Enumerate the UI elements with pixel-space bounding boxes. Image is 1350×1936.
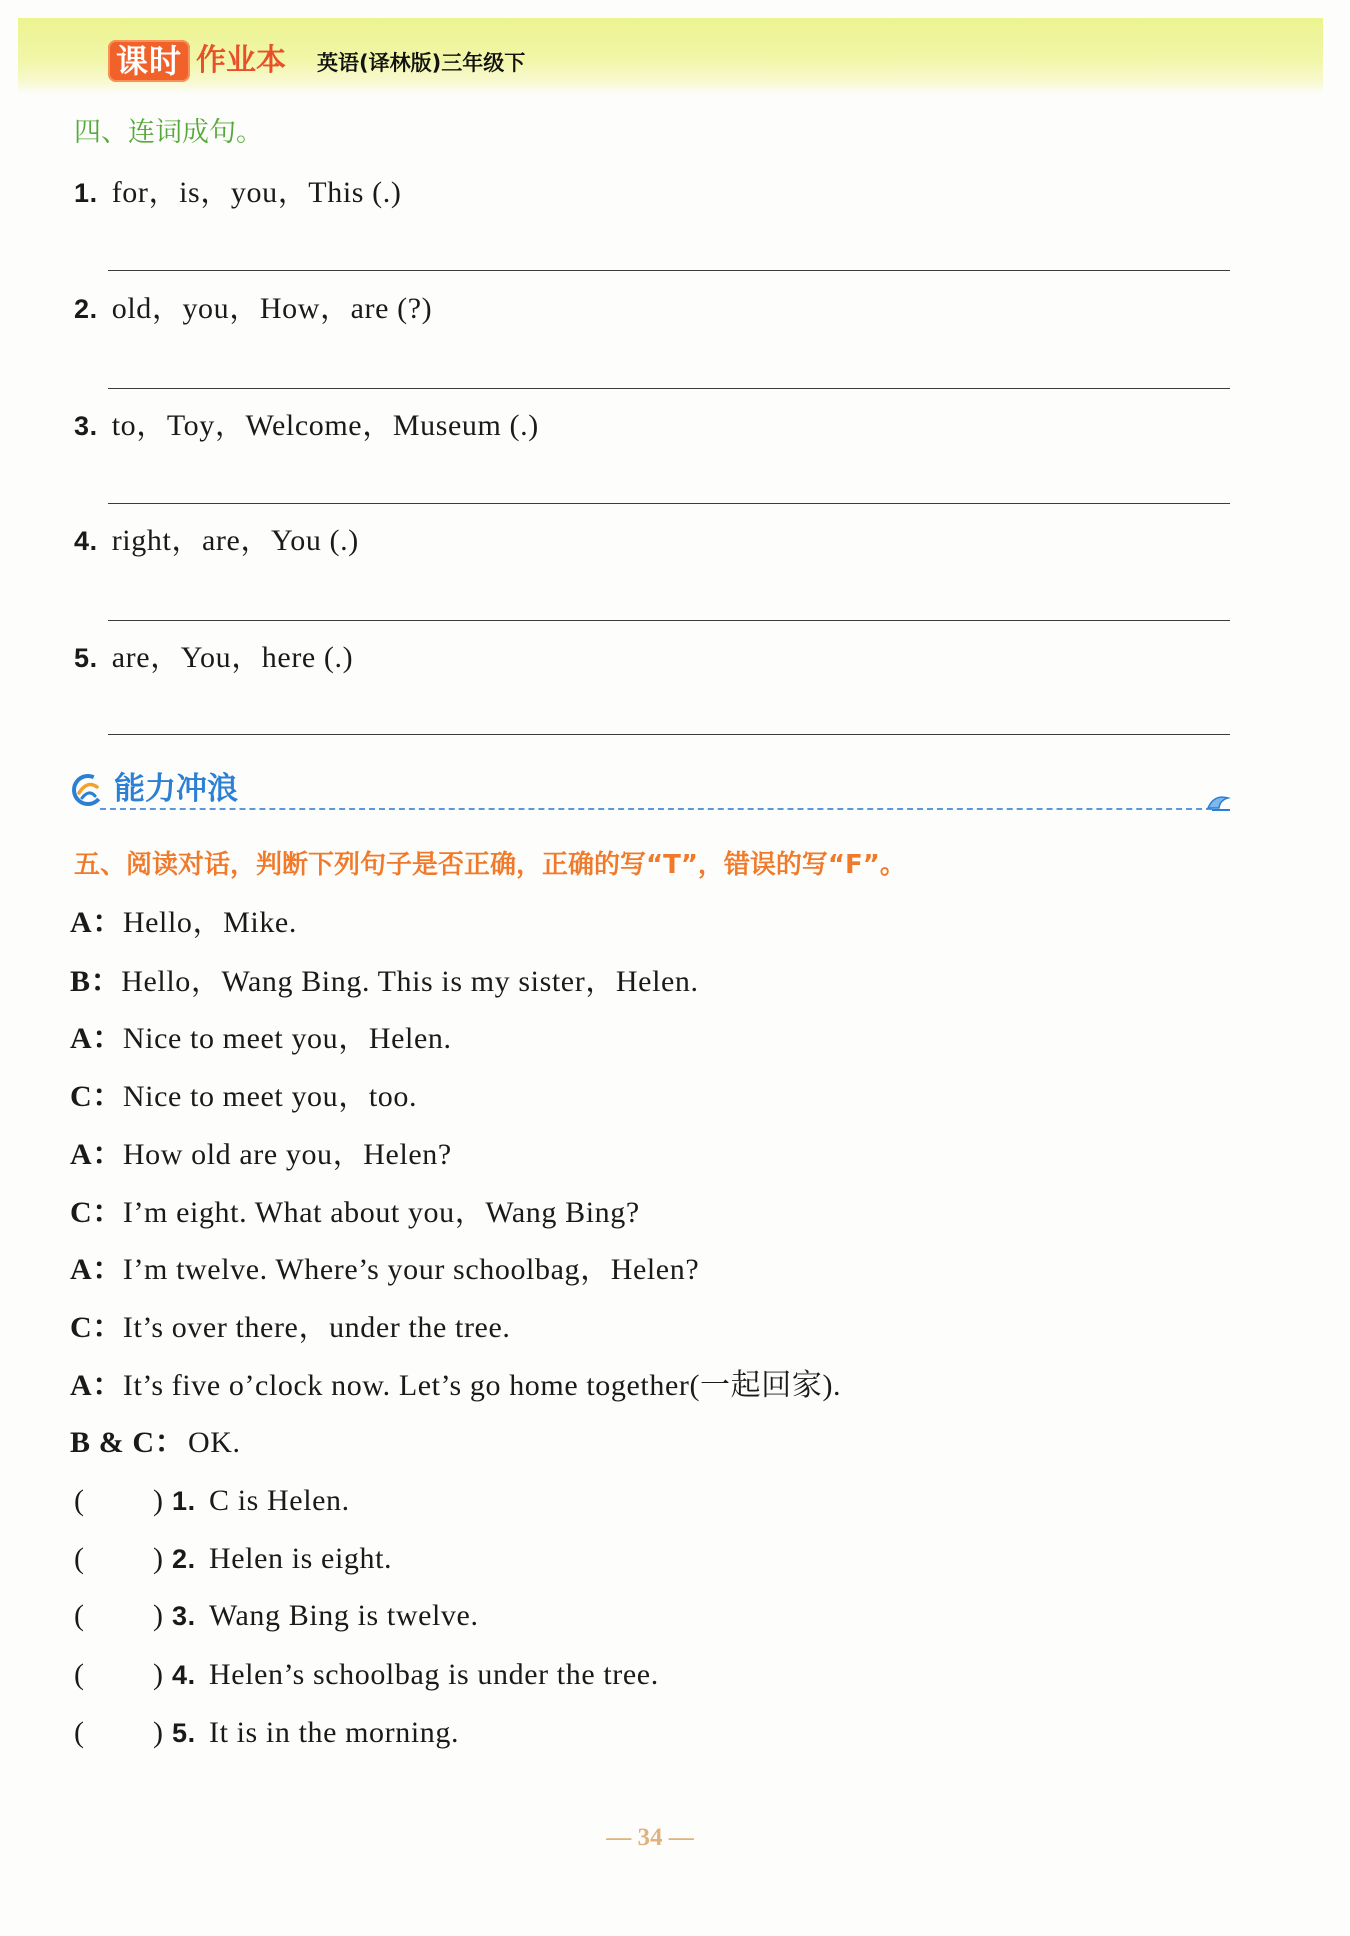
section-5-title: 五、阅读对话，判断下列句子是否正确，正确的写“T”，错误的写“F”。 [74, 850, 906, 880]
question-number: 5. [172, 1718, 196, 1748]
brand-logo-box: 课时 [108, 40, 190, 82]
answer-paren-open: ( [74, 1599, 85, 1632]
swirl-icon [70, 772, 106, 808]
question-number: 2. [172, 1544, 196, 1574]
answer-paren-close: ) [153, 1542, 164, 1575]
question-number: 4. [172, 1660, 196, 1690]
judgement-question-5 [74, 1715, 974, 1751]
speaker-label: A： [70, 1022, 123, 1055]
banner-label: 能力冲浪 [114, 771, 238, 807]
answer-paren-close: ) [153, 1716, 164, 1749]
answer-paren-close: ) [153, 1599, 164, 1632]
dialogue-line-4 [70, 1079, 417, 1115]
header-band [18, 18, 1323, 94]
answer-line-1 [108, 270, 1230, 271]
dialogue-text: Nice to meet you，Helen. [122, 1022, 452, 1055]
answer-paren-open: ( [74, 1658, 85, 1691]
question-text: It is in the morning. [209, 1716, 460, 1749]
dialogue-text: It’s over there，under the tree. [122, 1311, 511, 1344]
answer-paren-open: ( [74, 1484, 85, 1517]
item-number: 1. [74, 178, 98, 208]
answer-line-3 [108, 503, 1230, 504]
dialogue-text: Hello，Wang Bing. This is my sister，Helen. [121, 965, 699, 998]
item-number: 2. [74, 294, 98, 324]
speaker-label: A： [70, 906, 123, 939]
section-4-title: 四、连词成句。 [74, 117, 263, 148]
dialogue-line-5 [70, 1137, 452, 1173]
judgement-question-2 [74, 1541, 974, 1577]
dialogue-text: How old are you，Helen? [122, 1138, 452, 1171]
judgement-question-4 [74, 1657, 974, 1693]
question-text: Helen is eight. [209, 1542, 393, 1575]
dialogue-line-10 [70, 1425, 241, 1461]
answer-line-2 [108, 388, 1230, 389]
question-text: C is Helen. [209, 1484, 350, 1517]
question-text: Helen’s schoolbag is under the tree. [209, 1658, 659, 1691]
question-text: Wang Bing is twelve. [209, 1599, 479, 1632]
dialogue-text: Nice to meet you，too. [122, 1080, 418, 1113]
dialogue-line-1 [70, 905, 297, 941]
sentence-item-4 [74, 523, 359, 559]
speaker-label: B： [70, 965, 122, 998]
page-number: — 34 — [606, 1824, 694, 1851]
speaker-label: B & C： [70, 1426, 186, 1459]
brand-title: 作业本 [196, 43, 286, 78]
sentence-item-3 [74, 408, 539, 444]
sentence-item-5 [74, 640, 353, 676]
dialogue-text: Hello，Mike. [122, 906, 297, 939]
speaker-label: A： [70, 1138, 123, 1171]
banner-dashed-rule [100, 808, 1212, 810]
dialogue-text: I’m twelve. Where’s your schoolbag，Helen? [122, 1253, 700, 1286]
speaker-label: C： [70, 1196, 123, 1229]
dialogue-text: I’m eight. What about you，Wang Bing? [122, 1196, 640, 1229]
dialogue-line-6 [70, 1195, 640, 1231]
item-number: 3. [74, 411, 98, 441]
speaker-label: A： [70, 1369, 123, 1402]
answer-paren-close: ) [153, 1658, 164, 1691]
item-words: old，you，How，are (?) [111, 292, 433, 325]
speaker-label: A： [70, 1253, 123, 1286]
answer-line-5 [108, 734, 1230, 735]
item-words: to，Toy，Welcome，Museum (.) [111, 409, 539, 442]
dialogue-text: It’s five o’clock now. Let’s go home together(一起回家). [122, 1369, 842, 1402]
answer-line-4 [108, 620, 1230, 621]
item-number: 5. [74, 643, 98, 673]
book-subtitle: 英语(译林版)三年级下 [317, 51, 526, 75]
speaker-label: C： [70, 1080, 123, 1113]
dialogue-text: OK. [188, 1426, 241, 1459]
item-words: for，is，you，This (.) [111, 176, 402, 209]
answer-paren-close: ) [153, 1484, 164, 1517]
dialogue-line-9 [70, 1368, 841, 1404]
question-number: 1. [172, 1486, 196, 1516]
answer-paren-open: ( [74, 1716, 85, 1749]
wave-icon [1206, 790, 1232, 812]
question-number: 3. [172, 1601, 196, 1631]
speaker-label: C： [70, 1311, 123, 1344]
item-words: are，You，here (.) [111, 641, 354, 674]
dialogue-line-2 [70, 964, 699, 1000]
dialogue-line-8 [70, 1310, 510, 1346]
judgement-question-3 [74, 1598, 974, 1634]
dialogue-line-3 [70, 1021, 452, 1057]
item-number: 4. [74, 526, 98, 556]
judgement-question-1 [74, 1483, 974, 1519]
sentence-item-1 [74, 175, 401, 211]
dialogue-line-7 [70, 1252, 699, 1288]
answer-paren-open: ( [74, 1542, 85, 1575]
sentence-item-2 [74, 291, 432, 327]
item-words: right，are，You (.) [111, 524, 359, 557]
